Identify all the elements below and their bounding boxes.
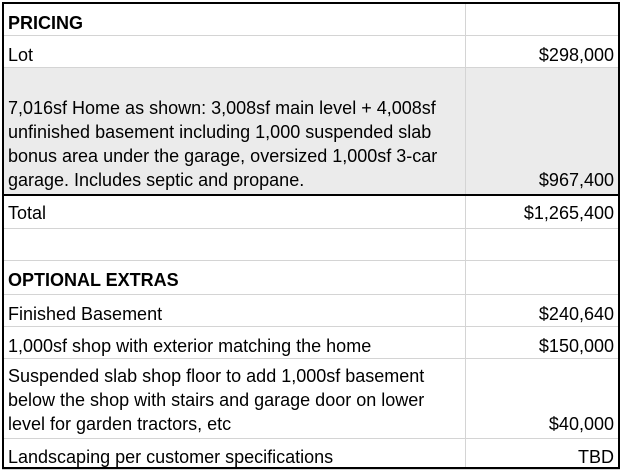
finished-basement-value[interactable]: $240,640	[466, 295, 620, 327]
finished-basement-label[interactable]: Finished Basement	[3, 295, 466, 327]
optional-extras-header-row	[3, 261, 620, 295]
optional-extras-heading[interactable]: OPTIONAL EXTRAS	[3, 261, 466, 295]
shop-value[interactable]: $150,000	[466, 327, 620, 359]
landscaping-value[interactable]: TBD	[466, 439, 620, 470]
total-row	[3, 195, 620, 229]
blank-row	[3, 229, 620, 261]
table-row	[3, 359, 620, 439]
lot-label[interactable]: Lot	[3, 36, 466, 68]
table-row	[3, 295, 620, 327]
pricing-heading[interactable]: PRICING	[3, 3, 466, 36]
shop-label[interactable]: 1,000sf shop with exterior matching the home	[3, 327, 466, 359]
home-value[interactable]: $967,400	[466, 68, 620, 195]
total-label[interactable]: Total	[3, 195, 466, 229]
table-row	[3, 36, 620, 68]
table-row	[3, 439, 620, 470]
pricing-heading-value-cell[interactable]	[466, 3, 620, 36]
pricing-header-row	[3, 3, 620, 36]
landscaping-label[interactable]: Landscaping per customer specifications	[3, 439, 466, 470]
blank-cell[interactable]	[466, 229, 620, 261]
lot-value[interactable]: $298,000	[466, 36, 620, 68]
total-value[interactable]: $1,265,400	[466, 195, 620, 229]
table-row	[3, 68, 620, 195]
table-row	[3, 327, 620, 359]
pricing-table	[2, 2, 620, 470]
home-description[interactable]: 7,016sf Home as shown: 3,008sf main level + 4,008sf unfinished basement including 1,000 suspended slab bonus area under the garage, oversized 1,000sf 3-car garage. Includes septic and propane.	[3, 68, 466, 195]
shop-floor-value[interactable]: $40,000	[466, 359, 620, 439]
blank-cell[interactable]	[3, 229, 466, 261]
optional-extras-heading-value-cell[interactable]	[466, 261, 620, 295]
shop-floor-label[interactable]: Suspended slab shop floor to add 1,000sf basement below the shop with stairs and garage door on lower level for garden tractors, etc	[3, 359, 466, 439]
